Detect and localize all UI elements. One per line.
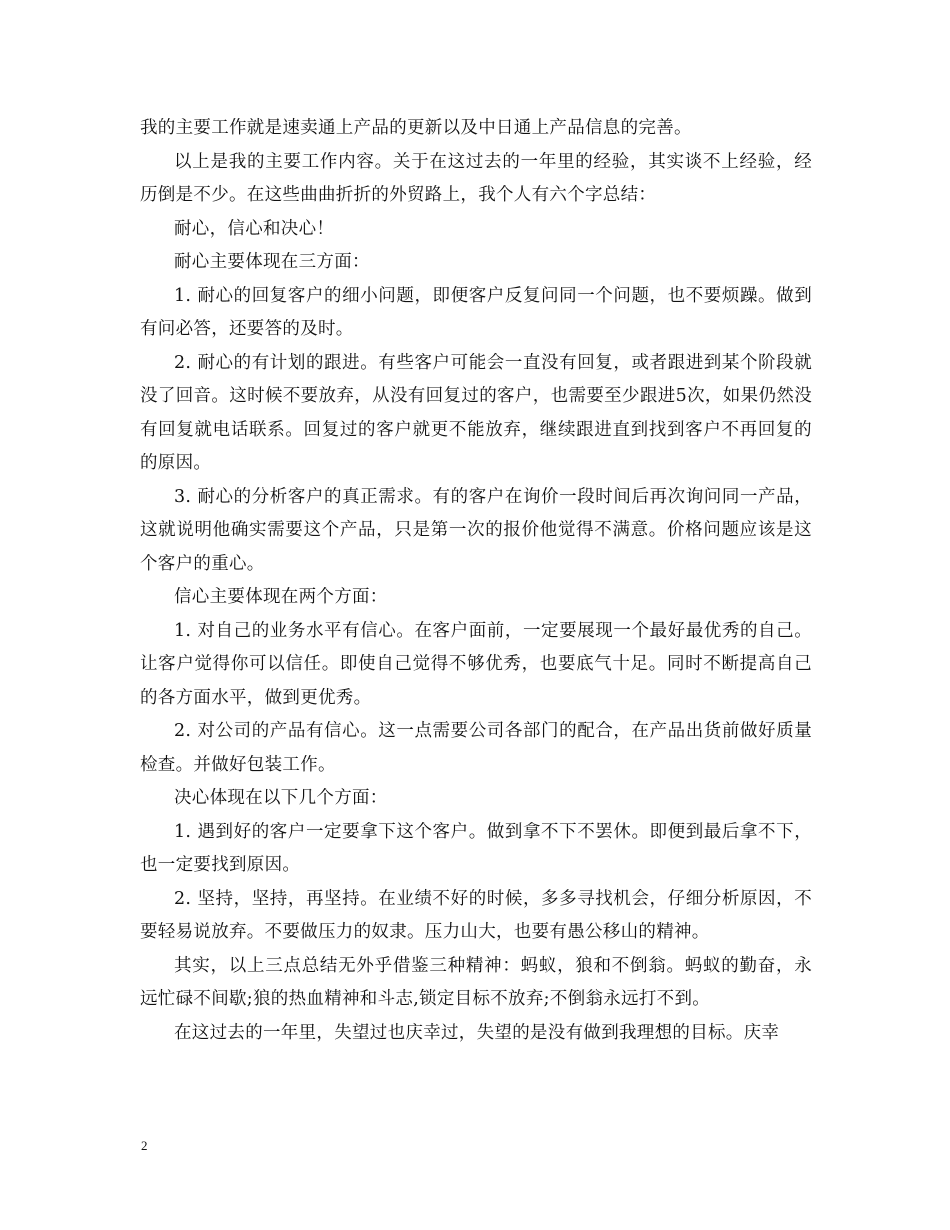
paragraph-4: 耐心主要体现在三方面： — [174, 252, 370, 272]
paragraph-2: 以上是我的主要工作内容。关于在这过去的一年里的经验，其实谈不上经验，经历倒是不少。在这些曲曲折折的外贸路上，我个人有六个字总结： — [140, 151, 812, 205]
paragraph-5: 1. 耐心的回复客户的细小问题，即便客户反复问同一个问题，也不要烦躁。做到有问必答，还要答的及时。 — [140, 285, 812, 339]
document-body — [140, 112, 812, 1050]
paragraph-1: 我的主要工作就是速卖通上产品的更新以及中日通上产品信息的完善。 — [140, 118, 692, 138]
paragraph-3: 耐心，信心和决心！ — [174, 218, 335, 239]
page-number: 2 — [141, 1138, 148, 1153]
paragraph-6: 2. 耐心的有计划的跟进。有些客户可能会一直没有回复，或者跟进到某个阶段就没了回音。这时候不要放弃，从没有回复过的客户，也需要至少跟进5次，如果仍然没有回复就电话联系。回复过的客户就更不能放弃，继续跟进直到找到客户不再回复的的原因。 — [140, 352, 812, 473]
paragraph-14: 其实，以上三点总结无外乎借鉴三种精神：蚂蚁，狼和不倒翁。蚂蚁的勤奋，永远忙碌不间歇;狼的热血精神和斗志,锁定目标不放弃;不倒翁永远打不到。 — [140, 955, 812, 1009]
paragraph-12: 1. 遇到好的客户一定要拿下这个客户。做到拿不下不罢休。即便到最后拿不下，也一定要找到原因。 — [140, 821, 812, 875]
paragraph-15: 在这过去的一年里，失望过也庆幸过，失望的是没有做到我理想的目标。庆幸 — [174, 1022, 780, 1043]
paragraph-9: 1. 对自己的业务水平有信心。在客户面前，一定要展现一个最好最优秀的自己。让客户觉得你可以信任。即使自己觉得不够优秀，也要底气十足。同时不断提高自己的各方面水平，做到更优秀。 — [140, 620, 812, 708]
paragraph-10: 2. 对公司的产品有信心。这一点需要公司各部门的配合，在产品出货前做好质量检查。并做好包装工作。 — [140, 721, 812, 775]
paragraph-11: 决心体现在以下几个方面： — [174, 788, 388, 808]
paragraph-8: 信心主要体现在两个方面： — [174, 587, 388, 607]
paragraph-13: 2. 坚持，坚持，再坚持。在业绩不好的时候，多多寻找机会，仔细分析原因，不要轻易说放弃。不要做压力的奴隶。压力山大，也要有愚公移山的精神。 — [140, 888, 812, 942]
paragraph-7: 3. 耐心的分析客户的真正需求。有的客户在询价一段时间后再次询问同一产品，这就说明他确实需要这个产品，只是第一次的报价他觉得不满意。价格问题应该是这个客户的重心。 — [140, 486, 812, 574]
